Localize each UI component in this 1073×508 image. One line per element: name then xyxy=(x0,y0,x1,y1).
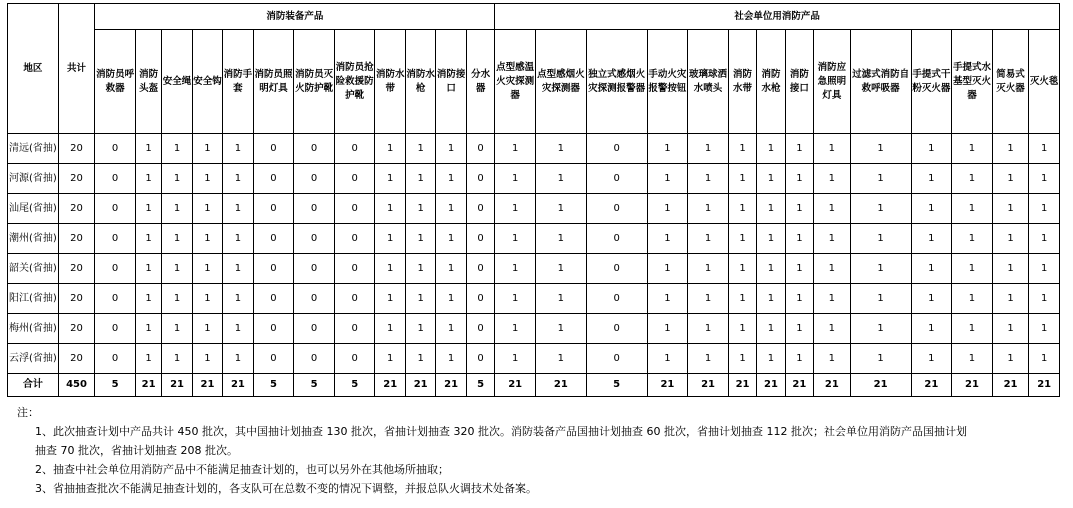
value-cell: 1 xyxy=(785,314,813,344)
value-cell: 1 xyxy=(647,254,688,284)
value-cell: 1 xyxy=(436,134,466,164)
value-cell: 1 xyxy=(757,194,785,224)
column-header: 消防水带 xyxy=(728,30,756,134)
value-cell: 21 xyxy=(192,374,222,397)
value-cell: 1 xyxy=(814,194,851,224)
value-cell: 1 xyxy=(814,344,851,374)
value-cell: 21 xyxy=(688,374,729,397)
column-header: 消防水枪 xyxy=(757,30,785,134)
value-cell: 1 xyxy=(911,164,952,194)
table-row xyxy=(8,224,1060,254)
value-cell: 5 xyxy=(586,374,647,397)
value-cell: 1 xyxy=(992,134,1029,164)
value-cell: 1 xyxy=(535,194,586,224)
value-cell: 1 xyxy=(785,194,813,224)
value-cell: 1 xyxy=(952,224,993,254)
note-item-2: 2、抽查中社会单位用消防产品中不能满足抽查计划的，也可以另外在其他场所抽取； xyxy=(35,463,449,476)
region-cell: 云浮(省抽) xyxy=(8,344,59,374)
column-header: 消防员抢险救援防护靴 xyxy=(334,30,375,134)
notes-section xyxy=(17,403,1062,498)
column-header: 分水器 xyxy=(466,30,495,134)
value-cell: 1 xyxy=(535,344,586,374)
value-cell: 1 xyxy=(911,194,952,224)
value-cell: 0 xyxy=(294,284,335,314)
region-cell: 合计 xyxy=(8,374,59,397)
value-cell: 1 xyxy=(850,254,911,284)
value-cell: 1 xyxy=(785,344,813,374)
value-cell: 1 xyxy=(135,344,161,374)
column-header: 消防应急照明灯具 xyxy=(814,30,851,134)
value-cell: 0 xyxy=(253,254,294,284)
value-cell: 1 xyxy=(688,254,729,284)
value-cell: 1 xyxy=(911,134,952,164)
value-cell: 1 xyxy=(162,314,192,344)
value-cell: 21 xyxy=(375,374,405,397)
column-header: 消防员呼救器 xyxy=(95,30,136,134)
value-cell: 0 xyxy=(466,134,495,164)
column-header: 消防水带 xyxy=(375,30,405,134)
value-cell: 1 xyxy=(647,344,688,374)
value-cell: 0 xyxy=(466,164,495,194)
header-region: 地区 xyxy=(8,4,59,134)
value-cell: 1 xyxy=(757,314,785,344)
value-cell: 0 xyxy=(586,194,647,224)
region-cell: 梅州(省抽) xyxy=(8,314,59,344)
value-cell: 1 xyxy=(728,284,756,314)
value-cell: 1 xyxy=(728,254,756,284)
table-row xyxy=(8,344,1060,374)
value-cell: 21 xyxy=(405,374,435,397)
table-row xyxy=(8,194,1060,224)
value-cell: 1 xyxy=(992,194,1029,224)
column-header: 消防手套 xyxy=(223,30,253,134)
value-cell: 0 xyxy=(334,284,375,314)
value-cell: 21 xyxy=(992,374,1029,397)
value-cell: 1 xyxy=(162,254,192,284)
value-cell: 1 xyxy=(1029,254,1060,284)
value-cell: 1 xyxy=(688,164,729,194)
value-cell: 1 xyxy=(162,284,192,314)
value-cell: 21 xyxy=(728,374,756,397)
value-cell: 1 xyxy=(535,224,586,254)
column-header: 安全绳 xyxy=(162,30,192,134)
total-cell: 20 xyxy=(58,164,95,194)
column-header: 消防接口 xyxy=(785,30,813,134)
column-header: 点型感温火灾探测器 xyxy=(495,30,536,134)
region-cell: 清远(省抽) xyxy=(8,134,59,164)
value-cell: 0 xyxy=(253,224,294,254)
value-cell: 1 xyxy=(223,194,253,224)
value-cell: 1 xyxy=(814,164,851,194)
value-cell: 1 xyxy=(1029,194,1060,224)
value-cell: 1 xyxy=(405,194,435,224)
value-cell: 1 xyxy=(495,284,536,314)
note-item-1: 1、此次抽查计划中产品共计 450 批次，其中国抽计划抽查 130 批次，省抽计划抽查 320 批次。消防装备产品国抽计划抽查 60 批次，省抽计划抽查 112 批次；社会单位用消防产品国抽计划 xyxy=(35,425,967,438)
value-cell: 1 xyxy=(647,194,688,224)
value-cell: 1 xyxy=(135,314,161,344)
value-cell: 1 xyxy=(728,164,756,194)
value-cell: 1 xyxy=(728,344,756,374)
table-row xyxy=(8,164,1060,194)
value-cell: 1 xyxy=(375,194,405,224)
value-cell: 21 xyxy=(757,374,785,397)
value-cell: 1 xyxy=(952,254,993,284)
value-cell: 1 xyxy=(192,254,222,284)
table-row xyxy=(8,134,1060,164)
sampling-plan-table xyxy=(7,3,1060,397)
value-cell: 1 xyxy=(223,224,253,254)
value-cell: 1 xyxy=(850,314,911,344)
value-cell: 0 xyxy=(95,254,136,284)
value-cell: 1 xyxy=(688,134,729,164)
value-cell: 21 xyxy=(162,374,192,397)
column-header: 消防员照明灯具 xyxy=(253,30,294,134)
value-cell: 21 xyxy=(1029,374,1060,397)
value-cell: 1 xyxy=(911,254,952,284)
value-cell: 1 xyxy=(495,164,536,194)
value-cell: 0 xyxy=(95,344,136,374)
value-cell: 1 xyxy=(992,314,1029,344)
value-cell: 0 xyxy=(95,164,136,194)
value-cell: 0 xyxy=(586,164,647,194)
table-row xyxy=(8,314,1060,344)
column-header: 消防员灭火防护靴 xyxy=(294,30,335,134)
value-cell: 1 xyxy=(405,164,435,194)
value-cell: 0 xyxy=(586,344,647,374)
total-cell: 20 xyxy=(58,314,95,344)
region-cell: 韶关(省抽) xyxy=(8,254,59,284)
region-cell: 河源(省抽) xyxy=(8,164,59,194)
value-cell: 1 xyxy=(375,284,405,314)
value-cell: 1 xyxy=(162,344,192,374)
value-cell: 1 xyxy=(535,164,586,194)
value-cell: 1 xyxy=(1029,284,1060,314)
value-cell: 1 xyxy=(850,224,911,254)
value-cell: 1 xyxy=(495,194,536,224)
value-cell: 1 xyxy=(162,224,192,254)
value-cell: 1 xyxy=(757,344,785,374)
column-header: 玻璃球洒水喷头 xyxy=(688,30,729,134)
value-cell: 1 xyxy=(495,134,536,164)
value-cell: 1 xyxy=(757,134,785,164)
value-cell: 1 xyxy=(535,314,586,344)
value-cell: 5 xyxy=(95,374,136,397)
value-cell: 1 xyxy=(405,344,435,374)
value-cell: 1 xyxy=(223,164,253,194)
value-cell: 21 xyxy=(535,374,586,397)
value-cell: 0 xyxy=(466,284,495,314)
value-cell: 5 xyxy=(466,374,495,397)
value-cell: 21 xyxy=(850,374,911,397)
value-cell: 1 xyxy=(375,134,405,164)
value-cell: 21 xyxy=(436,374,466,397)
value-cell: 1 xyxy=(405,224,435,254)
value-cell: 0 xyxy=(294,254,335,284)
value-cell: 1 xyxy=(647,134,688,164)
value-cell: 0 xyxy=(466,314,495,344)
column-header: 过滤式消防自救呼吸器 xyxy=(850,30,911,134)
value-cell: 1 xyxy=(405,134,435,164)
value-cell: 1 xyxy=(850,344,911,374)
value-cell: 1 xyxy=(223,284,253,314)
column-header: 点型感烟火灾探测器 xyxy=(535,30,586,134)
table-row xyxy=(8,254,1060,284)
value-cell: 1 xyxy=(1029,134,1060,164)
column-header: 手提式干粉灭火器 xyxy=(911,30,952,134)
column-header: 手动火灾报警按钮 xyxy=(647,30,688,134)
value-cell: 0 xyxy=(294,194,335,224)
column-header: 简易式灭火器 xyxy=(992,30,1029,134)
value-cell: 1 xyxy=(1029,224,1060,254)
value-cell: 1 xyxy=(785,134,813,164)
value-cell: 21 xyxy=(223,374,253,397)
value-cell: 1 xyxy=(688,314,729,344)
value-cell: 1 xyxy=(1029,314,1060,344)
value-cell: 1 xyxy=(757,224,785,254)
notes-title: 注： xyxy=(17,406,39,419)
value-cell: 1 xyxy=(688,284,729,314)
value-cell: 1 xyxy=(785,254,813,284)
value-cell: 1 xyxy=(688,194,729,224)
value-cell: 1 xyxy=(223,254,253,284)
value-cell: 0 xyxy=(95,284,136,314)
column-header: 手提式水基型灭火器 xyxy=(952,30,993,134)
value-cell: 0 xyxy=(294,344,335,374)
value-cell: 1 xyxy=(992,254,1029,284)
value-cell: 0 xyxy=(334,194,375,224)
value-cell: 1 xyxy=(688,224,729,254)
value-cell: 1 xyxy=(647,164,688,194)
header-group-fire-equipment: 消防装备产品 xyxy=(95,4,495,30)
value-cell: 1 xyxy=(375,314,405,344)
value-cell: 1 xyxy=(992,224,1029,254)
value-cell: 1 xyxy=(223,134,253,164)
table-row xyxy=(8,284,1060,314)
value-cell: 0 xyxy=(253,134,294,164)
value-cell: 1 xyxy=(135,254,161,284)
value-cell: 1 xyxy=(952,284,993,314)
value-cell: 1 xyxy=(647,224,688,254)
value-cell: 1 xyxy=(162,134,192,164)
value-cell: 1 xyxy=(192,344,222,374)
value-cell: 1 xyxy=(814,254,851,284)
value-cell: 21 xyxy=(495,374,536,397)
value-cell: 1 xyxy=(814,314,851,344)
total-cell: 20 xyxy=(58,224,95,254)
value-cell: 1 xyxy=(992,344,1029,374)
value-cell: 0 xyxy=(586,224,647,254)
value-cell: 1 xyxy=(814,284,851,314)
value-cell: 1 xyxy=(375,254,405,284)
value-cell: 1 xyxy=(647,284,688,314)
value-cell: 1 xyxy=(911,344,952,374)
value-cell: 0 xyxy=(95,314,136,344)
value-cell: 0 xyxy=(253,284,294,314)
value-cell: 1 xyxy=(436,194,466,224)
value-cell: 0 xyxy=(294,164,335,194)
value-cell: 21 xyxy=(814,374,851,397)
value-cell: 1 xyxy=(375,164,405,194)
value-cell: 1 xyxy=(992,284,1029,314)
value-cell: 0 xyxy=(253,194,294,224)
value-cell: 1 xyxy=(535,284,586,314)
value-cell: 1 xyxy=(192,314,222,344)
value-cell: 1 xyxy=(1029,164,1060,194)
value-cell: 1 xyxy=(135,224,161,254)
region-cell: 阳江(省抽) xyxy=(8,284,59,314)
value-cell: 0 xyxy=(253,164,294,194)
value-cell: 1 xyxy=(728,194,756,224)
total-cell: 20 xyxy=(58,254,95,284)
column-header: 消防头盔 xyxy=(135,30,161,134)
total-cell: 20 xyxy=(58,194,95,224)
value-cell: 21 xyxy=(647,374,688,397)
value-cell: 1 xyxy=(375,224,405,254)
value-cell: 1 xyxy=(850,164,911,194)
value-cell: 0 xyxy=(334,134,375,164)
total-row xyxy=(8,374,1060,397)
value-cell: 1 xyxy=(850,284,911,314)
value-cell: 1 xyxy=(992,164,1029,194)
value-cell: 1 xyxy=(375,344,405,374)
value-cell: 1 xyxy=(911,314,952,344)
value-cell: 1 xyxy=(952,344,993,374)
value-cell: 0 xyxy=(95,134,136,164)
value-cell: 1 xyxy=(192,284,222,314)
value-cell: 1 xyxy=(223,344,253,374)
value-cell: 0 xyxy=(95,224,136,254)
value-cell: 1 xyxy=(952,194,993,224)
value-cell: 1 xyxy=(785,284,813,314)
total-cell: 20 xyxy=(58,344,95,374)
value-cell: 1 xyxy=(495,224,536,254)
value-cell: 1 xyxy=(436,314,466,344)
total-cell: 20 xyxy=(58,284,95,314)
value-cell: 1 xyxy=(436,284,466,314)
value-cell: 0 xyxy=(334,344,375,374)
value-cell: 0 xyxy=(294,224,335,254)
value-cell: 1 xyxy=(436,224,466,254)
value-cell: 1 xyxy=(850,134,911,164)
header-group-social-unit: 社会单位用消防产品 xyxy=(495,4,1060,30)
value-cell: 0 xyxy=(586,134,647,164)
value-cell: 1 xyxy=(757,284,785,314)
value-cell: 1 xyxy=(223,314,253,344)
value-cell: 0 xyxy=(95,194,136,224)
value-cell: 21 xyxy=(135,374,161,397)
value-cell: 0 xyxy=(294,134,335,164)
value-cell: 0 xyxy=(334,224,375,254)
note-item-1-cont: 抽查 70 批次，省抽计划抽查 208 批次。 xyxy=(35,444,238,457)
region-cell: 汕尾(省抽) xyxy=(8,194,59,224)
value-cell: 1 xyxy=(135,164,161,194)
value-cell: 21 xyxy=(911,374,952,397)
value-cell: 1 xyxy=(814,224,851,254)
value-cell: 0 xyxy=(334,314,375,344)
value-cell: 1 xyxy=(436,254,466,284)
note-item-3: 3、省抽抽查批次不能满足抽查计划的，各支队可在总数不变的情况下调整，并报总队火调技术处备案。 xyxy=(35,482,537,495)
value-cell: 1 xyxy=(757,254,785,284)
value-cell: 21 xyxy=(952,374,993,397)
value-cell: 0 xyxy=(334,164,375,194)
value-cell: 1 xyxy=(135,194,161,224)
value-cell: 0 xyxy=(466,224,495,254)
value-cell: 1 xyxy=(757,164,785,194)
column-header: 消防水枪 xyxy=(405,30,435,134)
column-header: 独立式感烟火灾探测报警器 xyxy=(586,30,647,134)
value-cell: 1 xyxy=(192,224,222,254)
value-cell: 1 xyxy=(1029,344,1060,374)
value-cell: 1 xyxy=(192,134,222,164)
value-cell: 0 xyxy=(586,314,647,344)
value-cell: 1 xyxy=(728,314,756,344)
value-cell: 0 xyxy=(466,254,495,284)
region-cell: 潮州(省抽) xyxy=(8,224,59,254)
value-cell: 0 xyxy=(334,254,375,284)
value-cell: 1 xyxy=(814,134,851,164)
value-cell: 1 xyxy=(436,164,466,194)
value-cell: 1 xyxy=(952,134,993,164)
value-cell: 1 xyxy=(728,134,756,164)
value-cell: 21 xyxy=(785,374,813,397)
value-cell: 1 xyxy=(405,284,435,314)
value-cell: 1 xyxy=(952,314,993,344)
value-cell: 0 xyxy=(253,314,294,344)
value-cell: 1 xyxy=(405,314,435,344)
value-cell: 1 xyxy=(785,224,813,254)
total-cell: 20 xyxy=(58,134,95,164)
value-cell: 0 xyxy=(586,254,647,284)
value-cell: 1 xyxy=(192,164,222,194)
value-cell: 5 xyxy=(253,374,294,397)
value-cell: 0 xyxy=(466,194,495,224)
value-cell: 5 xyxy=(334,374,375,397)
value-cell: 1 xyxy=(647,314,688,344)
value-cell: 1 xyxy=(135,284,161,314)
value-cell: 1 xyxy=(535,134,586,164)
value-cell: 1 xyxy=(135,134,161,164)
value-cell: 1 xyxy=(688,344,729,374)
value-cell: 1 xyxy=(495,344,536,374)
column-header: 安全钩 xyxy=(192,30,222,134)
value-cell: 1 xyxy=(535,254,586,284)
value-cell: 1 xyxy=(162,164,192,194)
value-cell: 1 xyxy=(850,194,911,224)
value-cell: 1 xyxy=(911,224,952,254)
value-cell: 0 xyxy=(586,284,647,314)
value-cell: 0 xyxy=(466,344,495,374)
value-cell: 0 xyxy=(294,314,335,344)
value-cell: 1 xyxy=(785,164,813,194)
value-cell: 5 xyxy=(294,374,335,397)
value-cell: 1 xyxy=(728,224,756,254)
value-cell: 1 xyxy=(192,194,222,224)
value-cell: 1 xyxy=(495,254,536,284)
column-header: 消防接口 xyxy=(436,30,466,134)
value-cell: 1 xyxy=(436,344,466,374)
column-header: 灭火毯 xyxy=(1029,30,1060,134)
header-total: 共计 xyxy=(58,4,95,134)
value-cell: 1 xyxy=(495,314,536,344)
value-cell: 1 xyxy=(405,254,435,284)
value-cell: 1 xyxy=(911,284,952,314)
value-cell: 1 xyxy=(162,194,192,224)
value-cell: 1 xyxy=(952,164,993,194)
total-cell: 450 xyxy=(58,374,95,397)
value-cell: 0 xyxy=(253,344,294,374)
